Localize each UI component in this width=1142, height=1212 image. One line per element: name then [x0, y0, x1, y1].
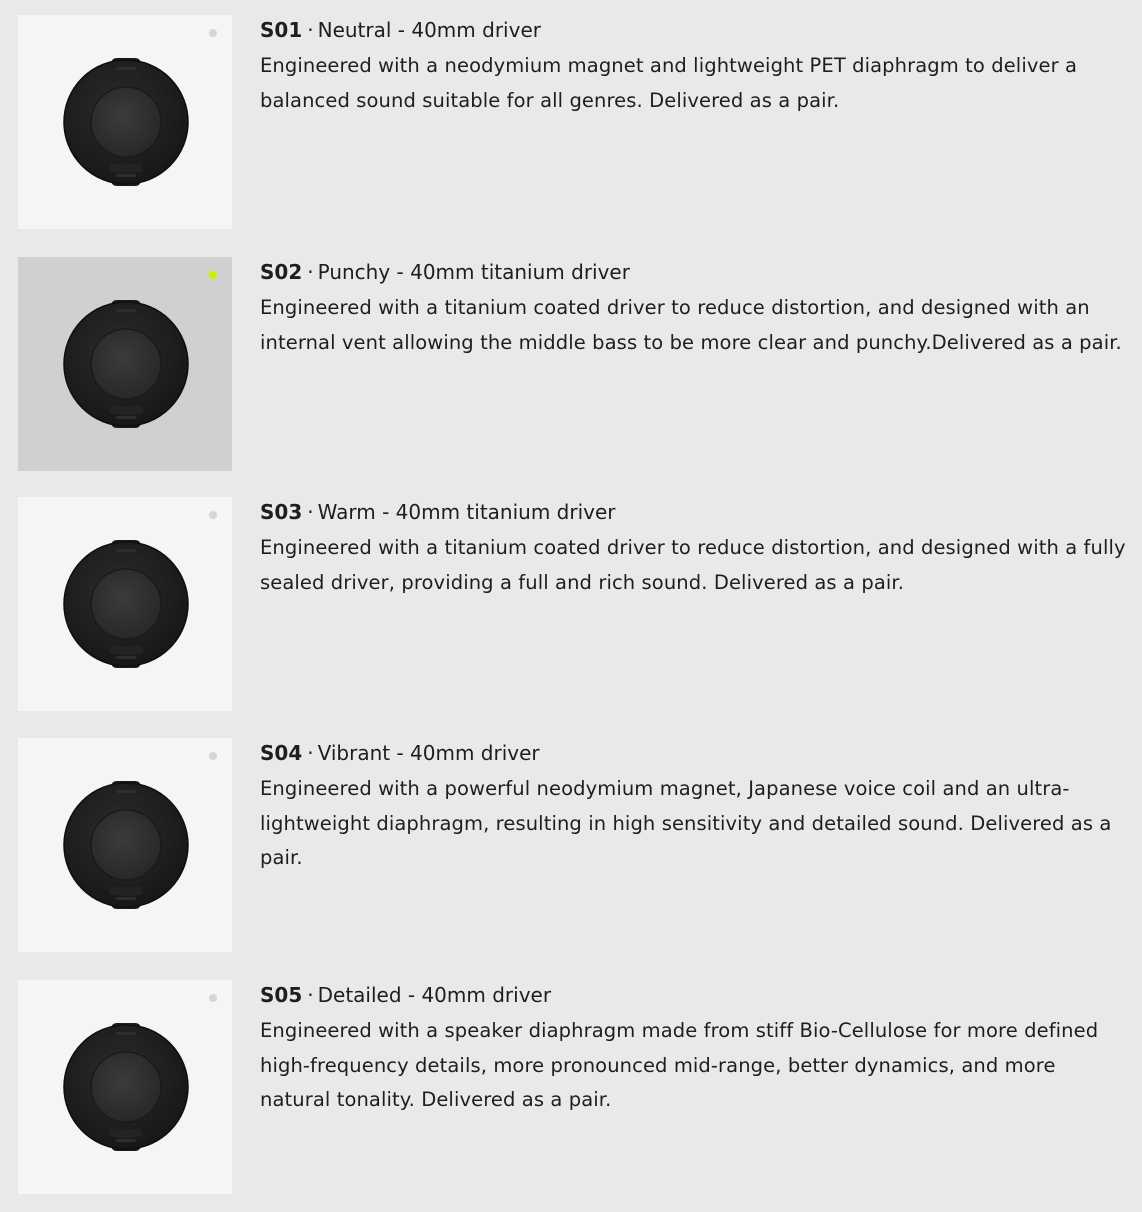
selection-indicator-dot	[209, 29, 217, 37]
option-name: Punchy - 40mm titanium driver	[317, 260, 630, 284]
option-title	[260, 17, 1128, 43]
option-info	[260, 17, 1128, 118]
speaker-driver-icon	[61, 55, 191, 189]
option-info	[260, 740, 1128, 876]
speaker-option-s02[interactable]	[18, 257, 1128, 471]
selection-indicator-dot	[209, 994, 217, 1002]
option-description: Engineered with a titanium coated driver to reduce distortion, and designed with an internal vent allowing the middle bass to be more clear and punchy.Delivered as a pair.	[260, 296, 1122, 354]
speaker-driver-icon	[61, 778, 191, 912]
option-code: S01	[260, 18, 303, 42]
option-title	[260, 499, 1128, 525]
option-name: Neutral - 40mm driver	[317, 18, 541, 42]
speaker-option-s05[interactable]	[18, 980, 1128, 1194]
speaker-thumbnail[interactable]	[18, 15, 232, 229]
selection-indicator-dot	[209, 752, 217, 760]
option-description: Engineered with a speaker diaphragm made from stiff Bio-Cellulose for more defined high-frequency details, more pronounced mid-range, better dynamics, and more natural tonality. Delivered as a pair.	[260, 1019, 1099, 1111]
option-code: S04	[260, 741, 303, 765]
option-code: S05	[260, 983, 303, 1007]
option-description: Engineered with a neodymium magnet and lightweight PET diaphragm to deliver a balanced sound suitable for all genres. Delivered as a pair.	[260, 54, 1078, 112]
selection-indicator-dot	[209, 511, 217, 519]
speaker-driver-icon	[61, 537, 191, 671]
selection-indicator-dot	[209, 271, 217, 279]
speaker-thumbnail[interactable]	[18, 980, 232, 1194]
title-separator: ·	[307, 983, 314, 1007]
speaker-driver-icon	[61, 1020, 191, 1154]
option-title	[260, 740, 1128, 766]
speaker-thumbnail[interactable]	[18, 257, 232, 471]
speaker-option-s04[interactable]	[18, 738, 1128, 952]
option-name: Detailed - 40mm driver	[317, 983, 552, 1007]
option-name: Warm - 40mm titanium driver	[317, 500, 616, 524]
title-separator: ·	[307, 260, 314, 284]
speaker-option-s03[interactable]	[18, 497, 1128, 711]
option-info	[260, 982, 1128, 1118]
option-description: Engineered with a powerful neodymium magnet, Japanese voice coil and an ultra-lightweight diaphragm, resulting in high sensitivity and detailed sound. Delivered as a pair.	[260, 777, 1112, 869]
option-info	[260, 259, 1128, 360]
option-code: S03	[260, 500, 303, 524]
option-name: Vibrant - 40mm driver	[317, 741, 540, 765]
option-info	[260, 499, 1128, 600]
title-separator: ·	[307, 18, 314, 42]
speaker-option-s01[interactable]	[18, 15, 1128, 229]
title-separator: ·	[307, 741, 314, 765]
title-separator: ·	[307, 500, 314, 524]
option-description: Engineered with a titanium coated driver to reduce distortion, and designed with a fully sealed driver, providing a full and rich sound. Delivered as a pair.	[260, 536, 1126, 594]
speaker-thumbnail[interactable]	[18, 738, 232, 952]
speaker-thumbnail[interactable]	[18, 497, 232, 711]
option-title	[260, 259, 1128, 285]
option-title	[260, 982, 1128, 1008]
option-code: S02	[260, 260, 303, 284]
speaker-driver-icon	[61, 297, 191, 431]
